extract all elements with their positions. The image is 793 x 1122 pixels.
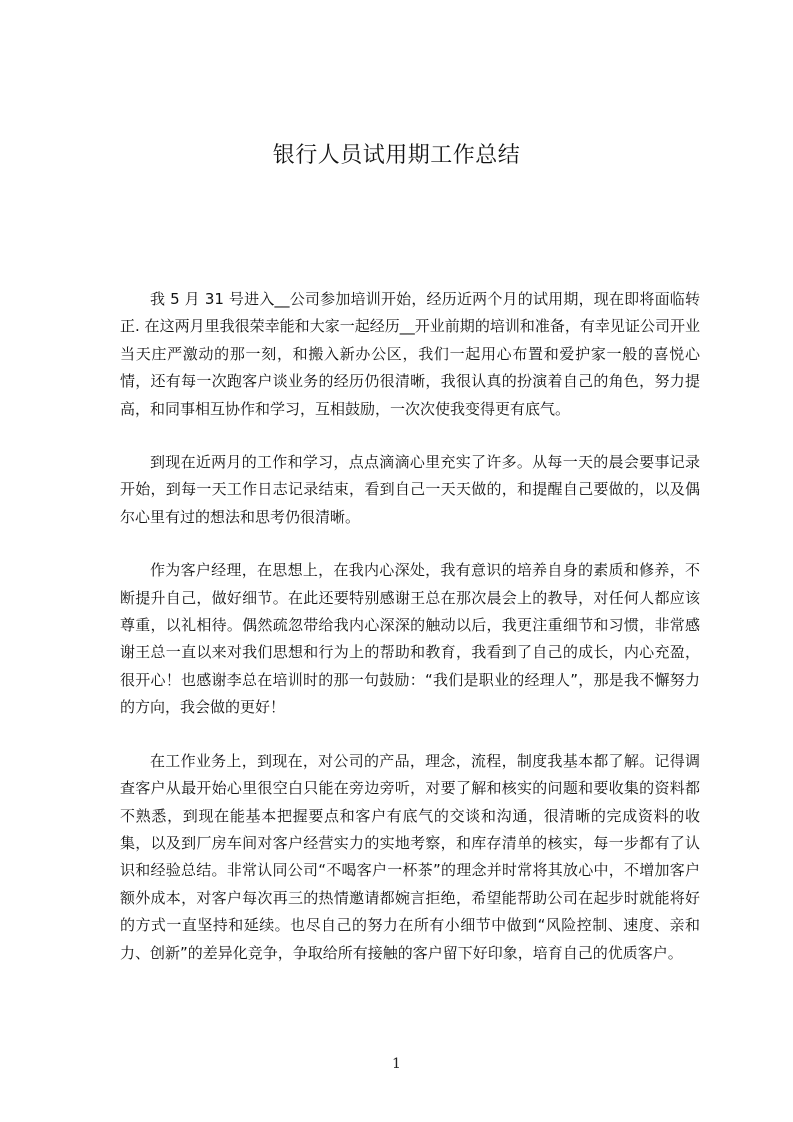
page-number: 1 bbox=[392, 1056, 401, 1072]
paragraph-personal-growth: 作为客户经理，在思想上，在我内心深处，我有意识的培养自身的素质和修养，不断提升自己，做好细节。在此还要特别感谢王总在那次晨会上的教导，对任何人都应该尊重，以礼相待。偶然疏忽带给我内心深深的触动以后，我更注重细节和习惯，非常感谢王总一直以来对我们思想和行为上的帮助和教育，我看到了自己的成长，内心充盈，很开心！也感谢李总在培训时的那一句鼓励：“我们是职业的经理人”，那是我不懈努力的方向，我会做的更好！ bbox=[120, 561, 700, 717]
paragraph-probation-overview: 我 5 月 31 号进入__公司参加培训开始，经历近两个月的试用期，现在即将面临转正. 在这两月里我很荣幸能和大家一起经历__开业前期的培训和准备，有幸见证公司开业当天庄严激动的那一刻，和搬入新办公区，我们一起用心布置和爱护家一般的喜悦心情，还有每一次跑客户谈业务的经历仍很清晰，我很认真的扮演着自己的角色，努力提高，和同事相互协作和学习，互相鼓励，一次次使我变得更有底气。 bbox=[120, 290, 700, 418]
document-title: 银行人员试用期工作总结 bbox=[272, 143, 521, 168]
document-body bbox=[120, 286, 700, 993]
paragraph-business-work: 在工作业务上，到现在，对公司的产品，理念，流程，制度我基本都了解。记得调查客户从最开始心里很空白只能在旁边旁听，对要了解和核实的问题和要收集的资料都不熟悉，到现在能基本把握要点和客户有底气的交谈和沟通，很清晰的完成资料的收集，以及到厂房车间对客户经营实力的实地考察，和库存清单的核实，每一步都有了认识和经验总结。非常认同公司“不喝客户一杯茶”的理念并时常将其放心中，不增加客户额外成本，对客户每次再三的热情邀请都婉言拒绝，希望能帮助公司在起步时就能将好的方式一直坚持和延续。也尽自己的努力在所有小细节中做到“风险控制、速度、亲和力、创新”的差异化竞争，争取给所有接触的客户留下好印象，培育自己的优质客户。 bbox=[120, 751, 700, 962]
paragraph-work-and-study: 到现在近两月的工作和学习，点点滴滴心里充实了许多。从每一天的晨会要事记录开始，到每一天工作日志记录结束，看到自己一天天做的，和提醒自己要做的，以及偶尔心里有过的想法和思考仍很清晰。 bbox=[120, 453, 700, 526]
